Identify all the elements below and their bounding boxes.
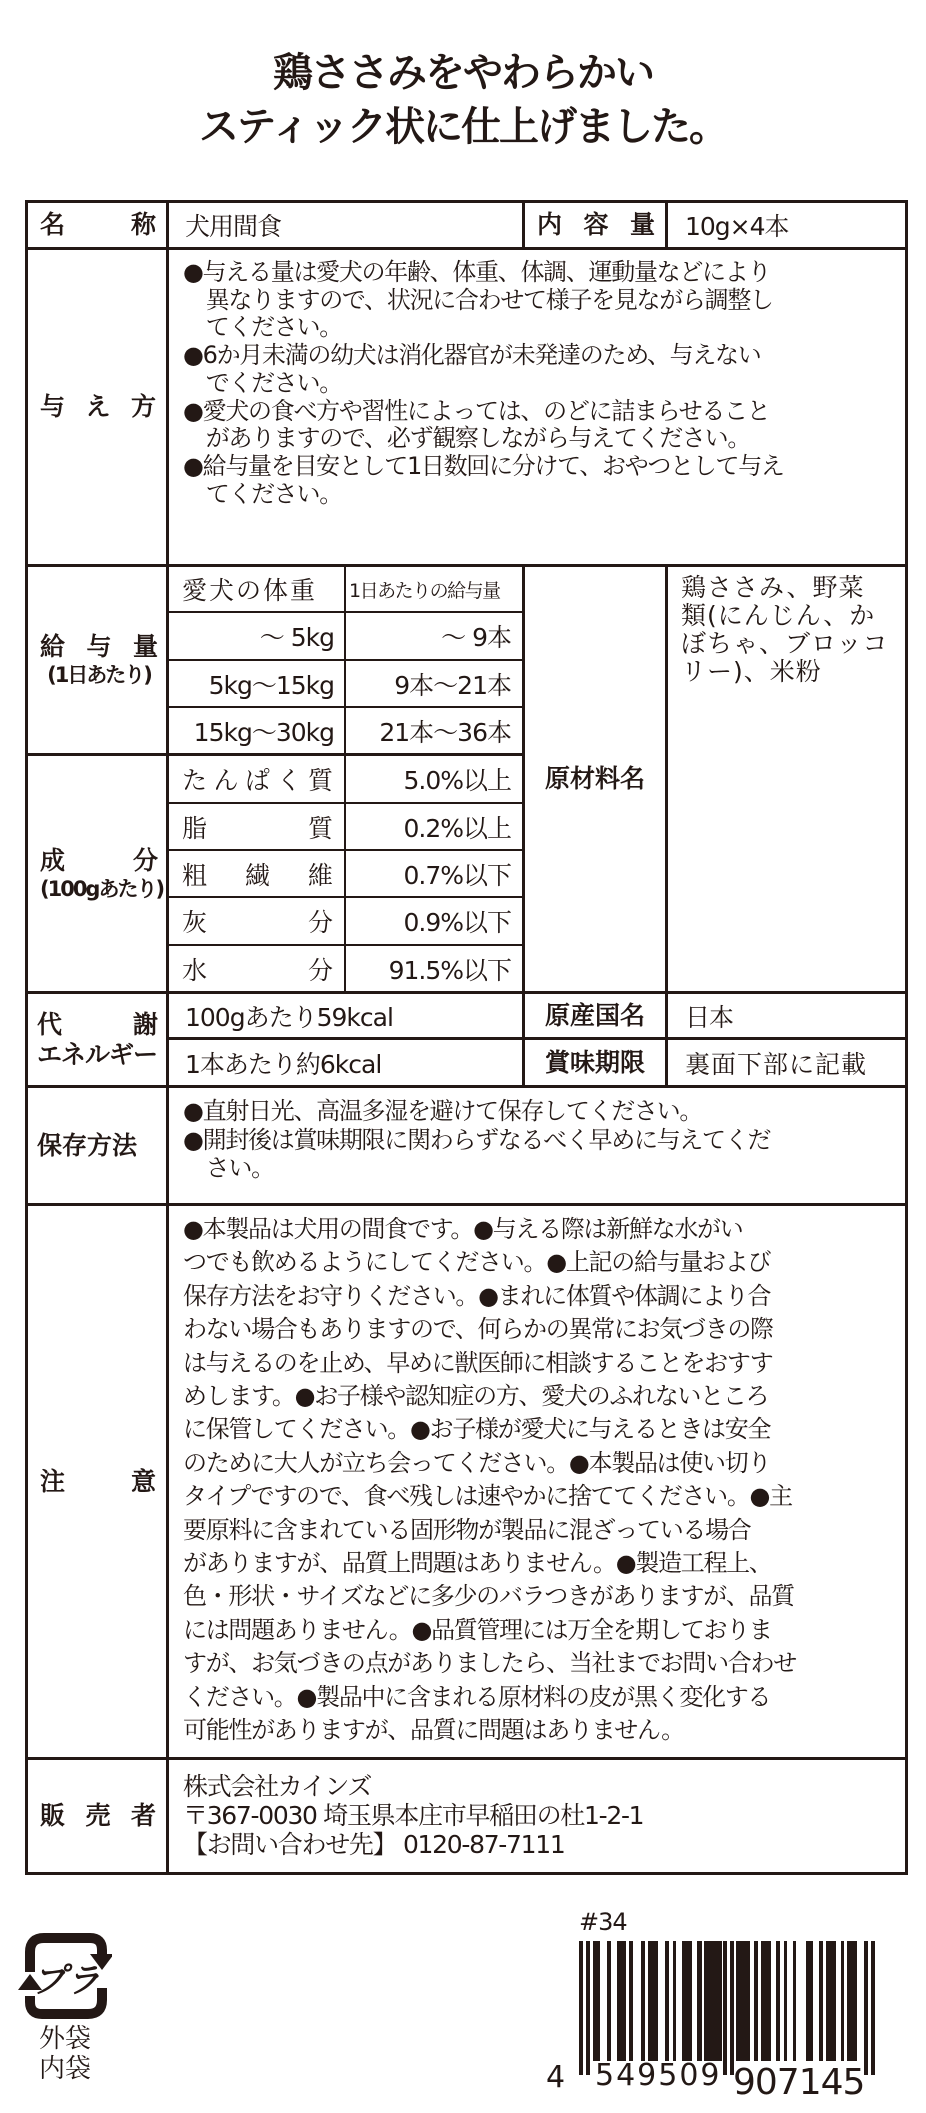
label-char: 内 [537,209,563,239]
label-char: 方 [130,392,156,421]
char: 分 [307,955,332,985]
text-line: ●給与量を目安として1日数回に分けて、おやつとして与え [183,451,784,480]
text-line: ●愛犬の食べ方や習性によっては、のどに詰まらせること [183,396,770,425]
recycle-text [34,2024,96,2084]
energy-label-line2: エネルギー [37,1039,158,1069]
amount-cell: ～ 9本 [441,623,511,652]
label-char: 分 [132,845,158,875]
feeding-method-label [40,250,156,564]
text-line: ●直射日光、高温多湿を避けて保存してください。 [183,1097,703,1125]
text-line: がありますので、必ず観察しながら与えてください。 [183,424,751,453]
weight-cell: 15kg～30kg [193,717,334,747]
best-before-value: 裏面下部に記載 [685,1049,868,1079]
char: 脂 [182,813,207,843]
label-char: 者 [130,1801,156,1830]
label-column-divider [166,200,169,1872]
label-char: 注 [40,1466,66,1496]
origin-label-text: 原産国名 [544,1000,645,1030]
column-divider [665,200,668,248]
seller-label [40,1760,156,1872]
seller-company: 株式会社カインズ [183,1772,372,1801]
text-line: 類(にんじん、か [681,601,876,630]
text-line: ください。●製品中に含まれる原材料の皮が黒く変化する [183,1682,771,1711]
text-line: めします。●お子様や認知症の方、愛犬のふれないところ [183,1382,769,1411]
pla-recycle-icon [16,1932,112,2020]
amount-cell: 9本～21本 [394,670,511,700]
ingredients-text [681,574,889,686]
svg-text:プラ: プラ [32,1961,100,2001]
seller-address: 〒367-0030 埼玉県本庄市早稲田の杜1-2-1 [183,1801,644,1830]
seller-contact: 【お問い合わせ先】 0120-87-7111 [183,1830,565,1859]
label-char: 意 [130,1466,156,1496]
headline-line-2: スティック状に仕上げました。 [199,104,727,150]
label-char: 与 [40,392,66,421]
nutrient-value: 91.5%以下 [388,955,511,985]
feeding-amount-label [40,567,158,753]
energy-per-100g: 100gあたり59kcal [185,1002,393,1032]
nutrient-name [182,851,332,896]
recycle-outer-bag: 外袋 [38,2024,91,2054]
char: ん [213,766,238,795]
feeding-method-text [183,259,784,508]
label-char: 与 [86,632,112,661]
label-char: 成 [40,845,66,875]
text-line: がありますが、品質上問題はありません。●製造工程上、 [183,1549,772,1578]
seller-info [183,1772,643,1859]
text-line: リー)、米粉 [681,657,822,686]
char: 粗 [182,860,207,890]
text-line: ●与える量は愛犬の年齢、体重、体調、運動量などにより [183,258,771,286]
text-line: のために大人が立ち会ってください。●本製品は使い切り [183,1448,771,1477]
text-line: わない場合もありますので、何らかの異常にお気づきの際 [183,1315,773,1344]
char: く [276,766,301,795]
char: た [182,766,207,795]
content-label [537,203,655,246]
origin-value: 日本 [685,1002,734,1032]
nutrient-value: 5.0%以上 [403,766,511,795]
nutrient-name [182,946,332,991]
text-line: タイプですので、食べ残しは速やかに捨ててください。●主 [183,1482,792,1511]
text-line: には問題ありません。●品質管理には万全を期しておりま [183,1615,772,1644]
char: ぱ [244,766,269,795]
text-line: ●6か月未満の幼犬は消化器官が未発達のため、与えない [183,341,761,370]
name-value: 犬用間食 [185,211,282,241]
barcode-icon [579,1941,877,2075]
char: 質 [307,813,332,843]
barcode-digits-right: 907145 [733,2062,865,2103]
nutrient-value: 0.2%以上 [403,813,511,843]
text-line: 要原料に含まれている固形物が製品に混ざっている場合 [183,1515,751,1544]
barcode-code-label: #34 [579,1908,627,1936]
char: 質 [307,766,332,795]
text-line: つでも飲めるようにしてください。●上記の給与量および [183,1248,771,1277]
text-line: でください。 [183,368,342,397]
nutrient-name [182,756,332,802]
composition-label [40,756,164,991]
subtable-column-divider [344,565,346,992]
char: 水 [182,955,207,985]
amount-header: 1日あたりの給与量 [349,579,500,602]
energy-per-stick: 1本あたり約6kcal [185,1049,382,1079]
row-divider [25,247,905,250]
label-char: 給 [40,632,66,661]
label-char: 容 [583,209,609,239]
char: 分 [307,908,332,937]
weight-cell: ～ 5kg [259,623,334,652]
best-before-label [530,1040,660,1085]
label-char: 代 [37,1009,63,1039]
label-char: え [85,392,111,421]
text-line: 保存方法をお守りください。●まれに体質や体調により合 [183,1281,771,1310]
text-line: に保管してください。●お子様が愛犬に与えるときは安全 [183,1415,771,1444]
content-value: 10g×4本 [685,211,789,241]
amount-cell: 21本～36本 [379,717,511,747]
feeding-amount-sublabel: (1日あたり) [47,663,151,687]
name-label [40,203,156,246]
label-char: 販 [40,1801,66,1830]
nutrient-value: 0.9%以下 [403,908,511,937]
column-divider [522,200,525,248]
storage-label [37,1088,162,1203]
label-char: 量 [132,632,158,661]
text-line: ●開封後は賞味期限に関わらずなるべく早めに与えてくだ [183,1125,771,1154]
label-char: 称 [130,209,156,239]
column-divider [665,992,668,1086]
ingredients-label-text: 原材料名 [544,764,645,793]
recycle-inner-bag: 内袋 [38,2054,91,2084]
energy-label [37,994,158,1085]
column-divider [522,992,525,1086]
barcode-digits-left: 549509 [595,2058,722,2093]
caution-text [183,1213,796,1748]
text-line: すが、お気づきの点がありましたら、当社までお問い合わせ [183,1649,796,1678]
headline-line-1: 鶏ささみをやわらかい [273,50,653,96]
text-line: さい。 [183,1154,274,1182]
text-line: 鶏ささみ、野菜 [681,573,865,602]
text-line: 色・形状・サイズなどに多少のバラつきがありますが、品質 [183,1582,794,1611]
weight-cell: 5kg～15kg [208,670,334,700]
char: 維 [307,860,332,890]
text-line: てください。 [183,479,342,508]
label-char: 名 [40,209,66,239]
label-char: 謝 [132,1009,158,1039]
nutrient-name [182,804,332,849]
storage-label-text: 保存方法 [37,1130,138,1160]
row-divider [25,1203,905,1206]
weight-header: 愛犬の体重 [182,576,318,605]
text-line: は与えるのを止め、早めに獣医師に相談することをおすす [183,1348,773,1377]
caution-label [40,1206,156,1757]
row-divider [25,1757,905,1760]
composition-sublabel: (100gあたり) [40,876,164,901]
text-line: てください。 [183,313,342,342]
barcode-digit-first: 4 [546,2060,567,2095]
text-line: ●本製品は犬用の間食です。●与える際は新鮮な水がい [183,1215,743,1243]
char: 灰 [182,908,207,937]
text-line: 異なりますので、状況に合わせて様子を見ながら調整し [183,285,773,314]
ingredients-label [530,567,660,991]
storage-text [183,1097,770,1183]
text-line: 可能性がありますが、品質に問題はありません。 [183,1716,684,1745]
nutrient-value: 0.7%以下 [403,860,511,890]
nutrient-name [182,898,332,944]
char: 繊 [244,860,269,890]
label-char: 量 [629,209,655,239]
origin-label [530,994,660,1037]
text-line: ぼちゃ、ブロッコ [681,629,889,658]
best-before-label-text: 賞味期限 [544,1047,645,1077]
label-char: 売 [85,1801,111,1830]
